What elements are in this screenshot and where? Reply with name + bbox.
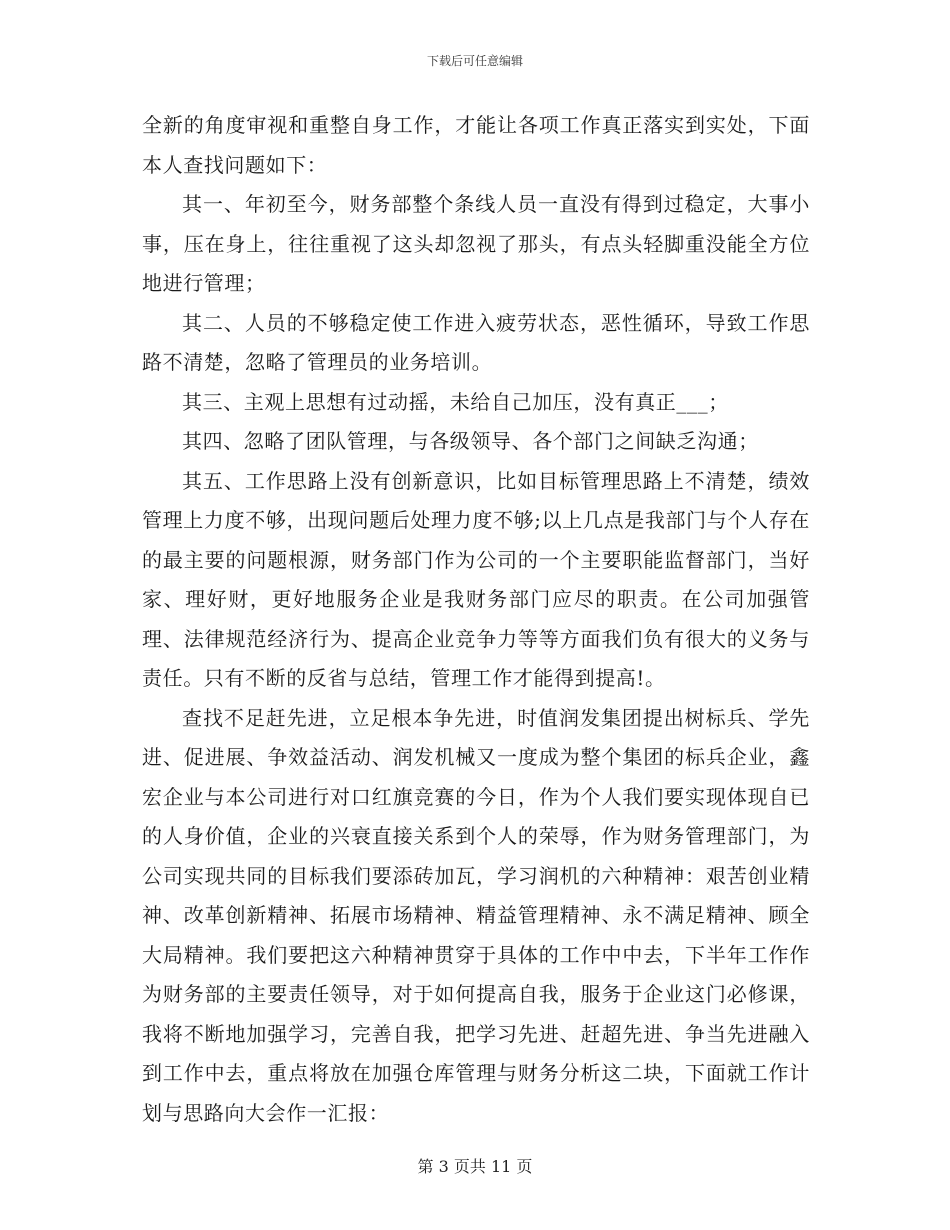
paragraph-plan: 查找不足赶先进，立足根本争先进，时值润发集团提出树标兵、学先进、促进展、争效益活动、润发机械又一度成为整个集团的标兵企业，鑫宏企业与本公司进行对口红旗竞赛的今日，作为个人我们要实现体现自已的人身价值，企业的兴衰直接关系到个人的荣辱，作为财务管理部门，为公司实现共同的目标我们要添砖加瓦，学习润机的六种精神：艰苦创业精神、改革创新精神、拓展市场精神、精益管理精神、永不满足精神、顾全大局精神。我们要把这六种精神贯穿于具体的工作中中去，下半年工作作为财务部的主要责任领导，对于如何提高自我，服务于企业这门必修课，我将不断地加强学习，完善自我，把学习先进、赶超先进、争当先进融入到工作中去，重点将放在加强仓库管理与财务分析这二块，下面就工作计划与思路向大会作一汇报： bbox=[142, 705, 810, 1125]
page-header-note: 下载后可任意编辑 bbox=[426, 54, 523, 68]
paragraph-intro: 全新的角度审视和重整自身工作，才能让各项工作真正落实到实处，下面本人查找问题如下： bbox=[142, 113, 810, 177]
document-body bbox=[142, 106, 810, 1133]
page-number-footer: 第 3 页共 11 页 bbox=[417, 1157, 533, 1176]
paragraph-issue-5: 其五、工作思路上没有创新意识，比如目标管理思路上不清楚，绩效管理上力度不够，出现问题后处理力度不够;以上几点是我部门与个人存在的最主要的问题根源，财务部门作为公司的一个主要职能监督部门，当好家、理好财，更好地服务企业是我财务部门应尽的职责。在公司加强管理、法律规范经济行为、提高企业竞争力等等方面我们负有很大的义务与责任。只有不断的反省与总结，管理工作才能得到提高!。 bbox=[142, 468, 810, 690]
paragraph-issue-4: 其四、忽略了团队管理，与各级领导、各个部门之间缺乏沟通； bbox=[182, 429, 759, 453]
paragraph-issue-1: 其一、年初至今，财务部整个条线人员一直没有得到过稳定，大事小事，压在身上，往往重视了这头却忽视了那头，有点头轻脚重没能全方位地进行管理； bbox=[142, 192, 810, 295]
paragraph-issue-3: 其三、主观上思想有过动摇，未给自己加压，没有真正___； bbox=[182, 389, 729, 414]
paragraph-issue-2: 其二、人员的不够稳定使工作进入疲劳状态，恶性循环，导致工作思路不清楚，忽略了管理员的业务培训。 bbox=[142, 310, 810, 374]
